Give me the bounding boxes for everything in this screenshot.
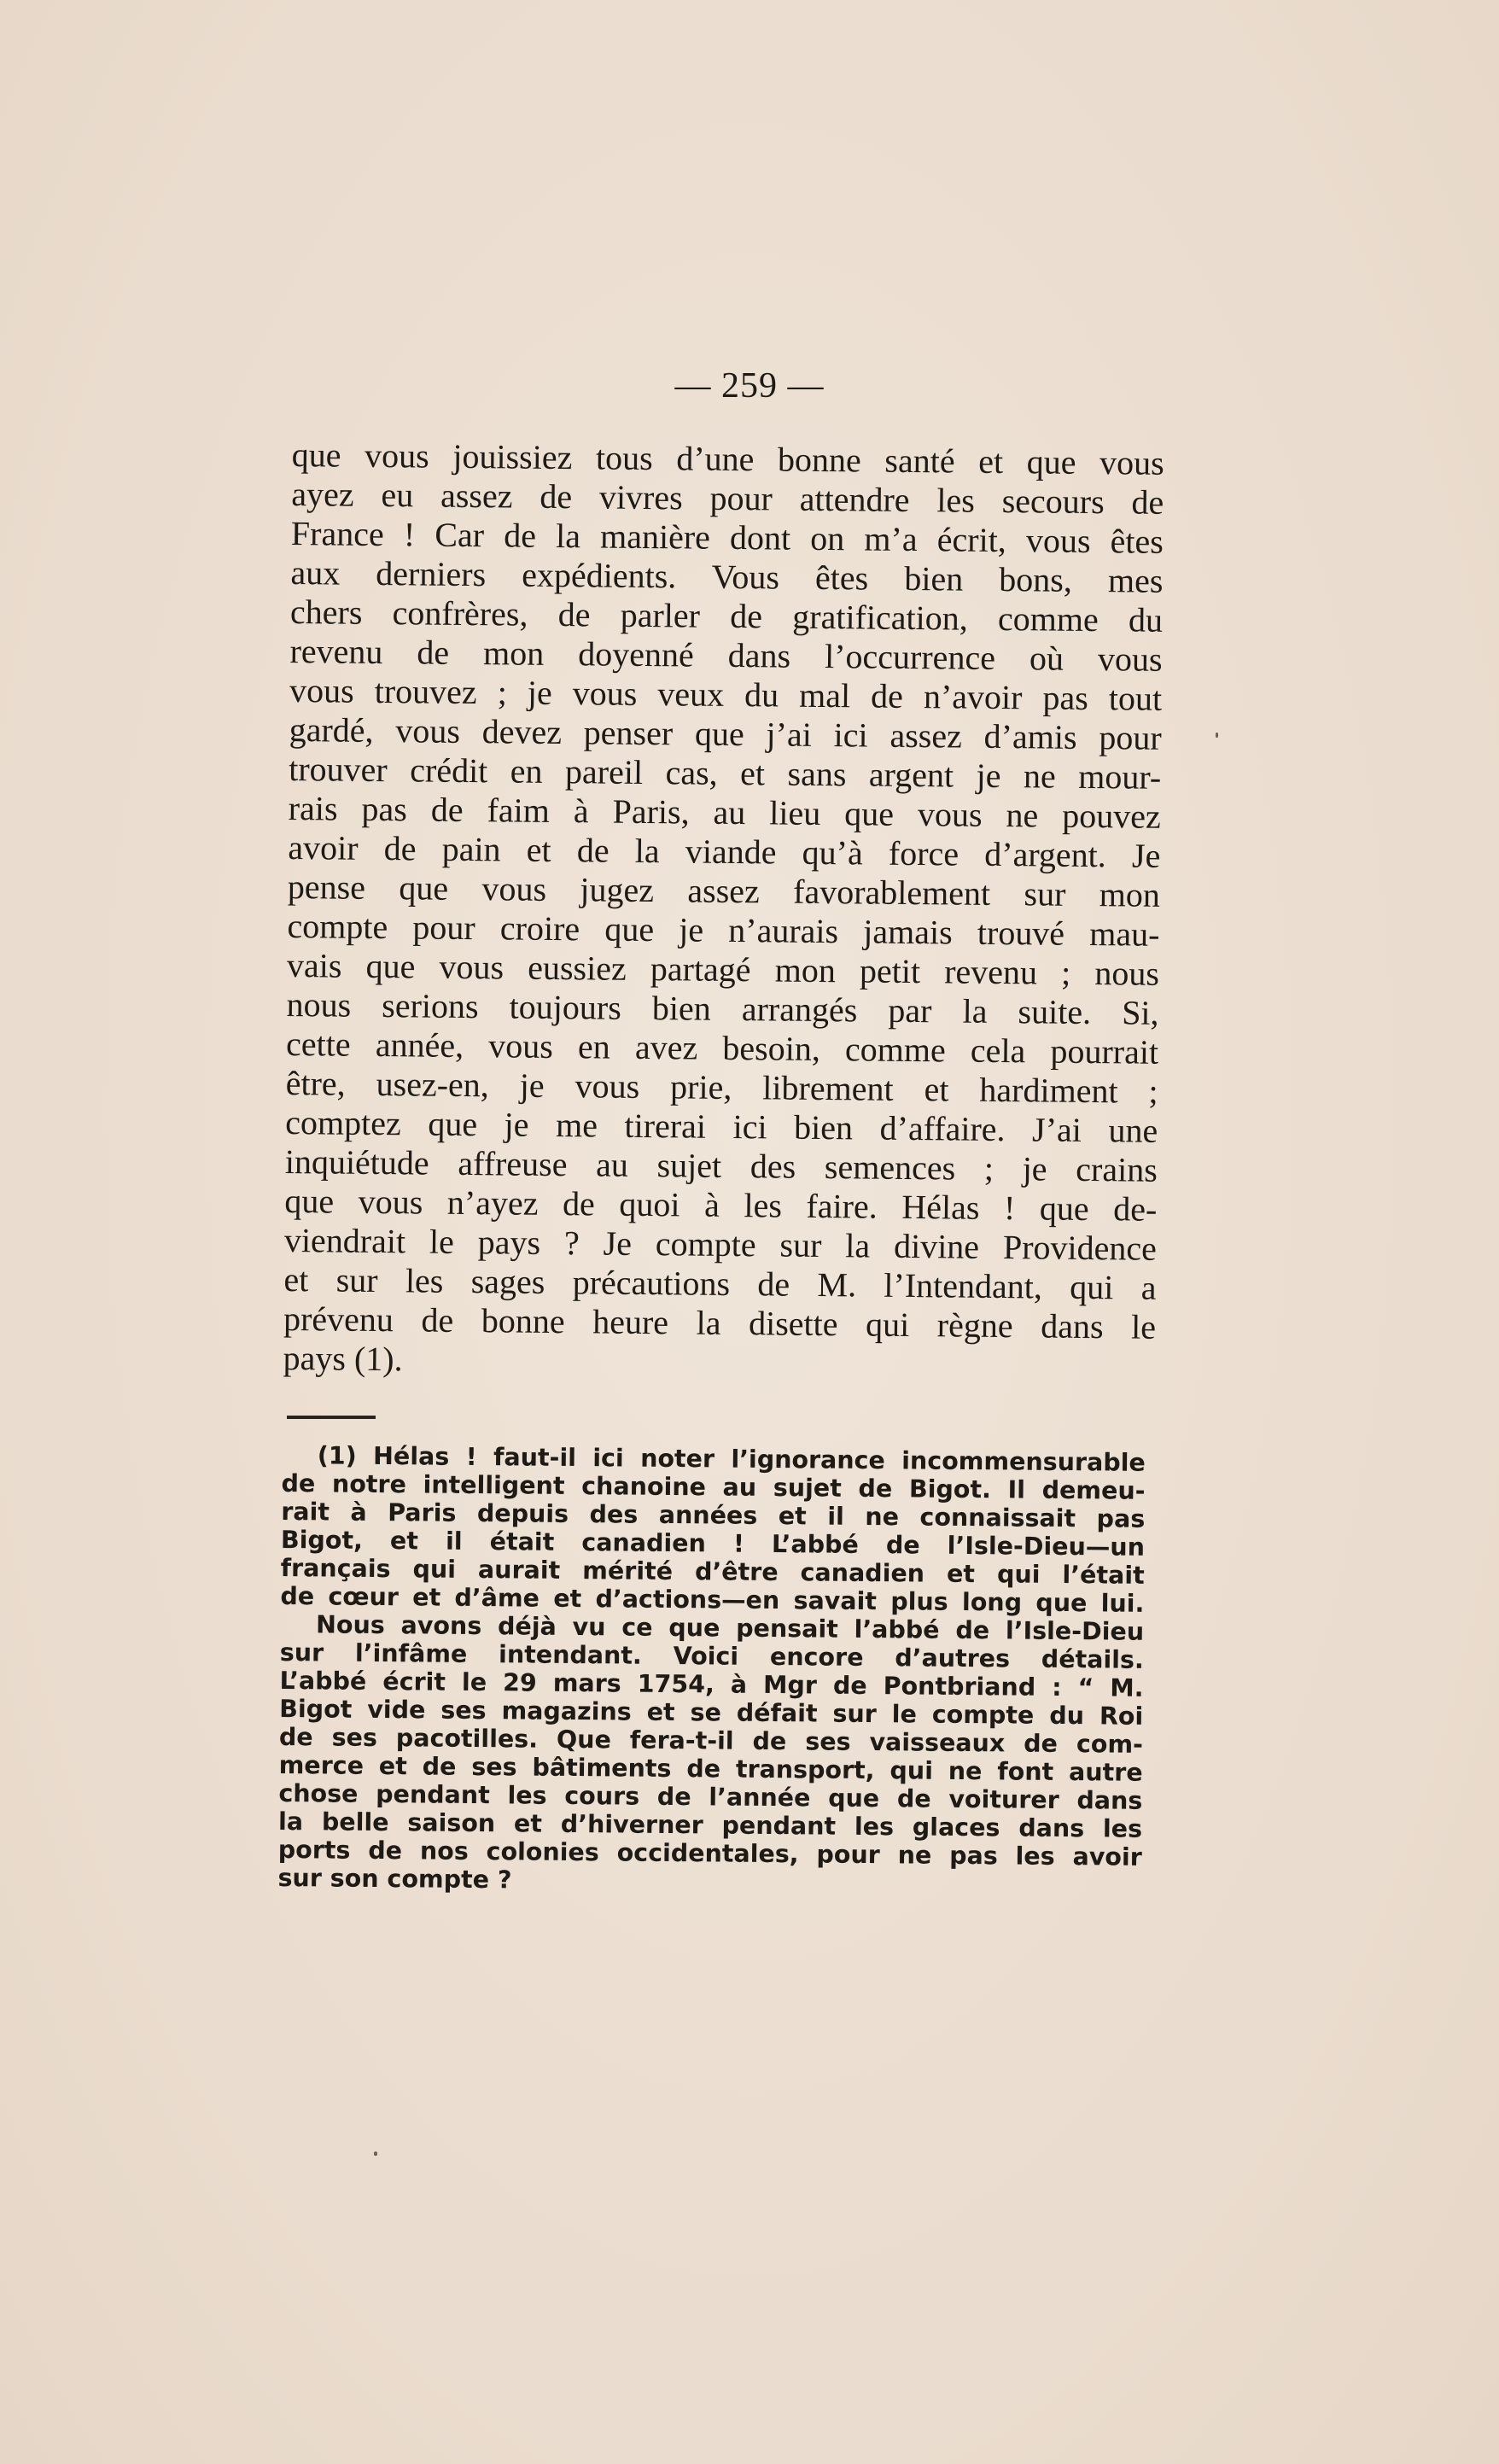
footnote-line: L’abbé écrit le 29 mars 1754, à Mgr de Pontbriand : “ M. <box>279 1666 1144 1702</box>
footnote-line: ports de nos colonies occidentales, pour ne pas les avoir <box>277 1835 1142 1871</box>
page-number: — 259 — <box>674 366 825 406</box>
footnote-line: sur l’infâme intendant. Voici encore d’autres détails. <box>279 1638 1144 1674</box>
body-line: compte pour croire que je n’aurais jamais trouvé mau- <box>287 906 1160 954</box>
body-line: prévenu de bonne heure la disette qui règne dans le <box>283 1299 1157 1346</box>
body-line: comptez que je me tirerai ici bien d’affaire. J’ai une <box>285 1102 1158 1150</box>
footnote-separator <box>287 1416 376 1419</box>
footnote-line: de ses pacotilles. Que fera-t-il de ses vaisseaux de com- <box>278 1722 1144 1759</box>
body-line: aux derniers expédients. Vous êtes bien bons, mes <box>290 552 1164 600</box>
body-line: et sur les sages précautions de M. l’Intendant, qui a <box>283 1259 1157 1307</box>
footnote-line: merce et de ses bâtiments de transport, qui ne font autre <box>278 1750 1143 1787</box>
body-line: revenu de mon doyenné dans l’occurrence où vous <box>289 631 1163 679</box>
body-line: pays (1). <box>283 1338 403 1379</box>
body-line: cette année, vous en avez besoin, comme cela pourrait <box>285 1024 1159 1071</box>
body-line: avoir de pain et de la viande qu’à force d’argent. Je <box>288 827 1161 875</box>
body-text <box>283 435 1164 1387</box>
footnote-line: français qui aurait mérité d’être canadien et qui l’était <box>280 1553 1145 1590</box>
body-line: nous serions toujours bien arrangés par la suite. Si, <box>286 984 1159 1032</box>
body-line: France ! Car de la manière dont on m’a écrit, vous êtes <box>290 513 1164 561</box>
footnote-line: Bigot vide ses magazins et se défait sur le compte du Roi <box>279 1694 1144 1731</box>
footnote-line: de notre intelligent chanoine au sujet de Bigot. Il demeu- <box>281 1468 1146 1505</box>
body-line: que vous jouissiez tous d’une bonne santé et que vous <box>291 435 1164 482</box>
body-line: trouver crédit en pareil cas, et sans argent je ne mour- <box>289 749 1162 797</box>
footnote-line: sur son compte ? <box>277 1863 512 1895</box>
footnote-line: (1) Hélas ! faut-il ici noter l’ignorance incommensurable <box>317 1441 1146 1477</box>
paper-speck <box>374 2152 377 2156</box>
body-line: chers confrères, de parler de gratification, comme du <box>289 592 1164 639</box>
footnote-line: la belle saison et d’hiverner pendant les glaces dans les <box>277 1807 1143 1843</box>
footnote-line: rait à Paris depuis des années et il ne connaissait pas <box>281 1497 1146 1533</box>
footnote-line: Nous avons déjà vu ce que pensait l’abbé de l’Isle-Dieu <box>315 1610 1145 1646</box>
body-line: inquiétude affreuse au sujet des semences ; je crains <box>284 1141 1158 1189</box>
body-line: vais que vous eussiez partagé mon petit revenu ; nous <box>286 945 1160 993</box>
body-line: rais pas de faim à Paris, au lieu que vous ne pouvez <box>288 788 1161 836</box>
body-line: viendrait le pays ? Je compte sur la divine Providence <box>283 1220 1158 1268</box>
footnote-line: Bigot, et il était canadien ! L’abbé de l’Isle-Dieu—un <box>280 1525 1146 1562</box>
footnote-line: chose pendant les cours de l’année que de voiturer dans <box>278 1778 1143 1815</box>
body-line: être, usez-en, je vous prie, librement et hardiment ; <box>285 1063 1158 1111</box>
body-line: gardé, vous devez penser que j’ai ici assez d’amis pour <box>289 709 1162 757</box>
body-line: ayez eu assez de vivres pour attendre les secours de <box>291 474 1164 522</box>
body-line: pense que vous jugez assez favorablement sur mon <box>287 867 1161 914</box>
footnote-text <box>277 1441 1146 1900</box>
paper-speck <box>1216 733 1218 738</box>
body-line: vous trouvez ; je vous veux du mal de n’avoir pas tout <box>289 670 1163 718</box>
footnote-line: de cœur et d’âme et d’actions—en savait plus long que lui. <box>280 1581 1145 1618</box>
body-line: que vous n’ayez de quoi à les faire. Hélas ! que de- <box>284 1181 1158 1229</box>
